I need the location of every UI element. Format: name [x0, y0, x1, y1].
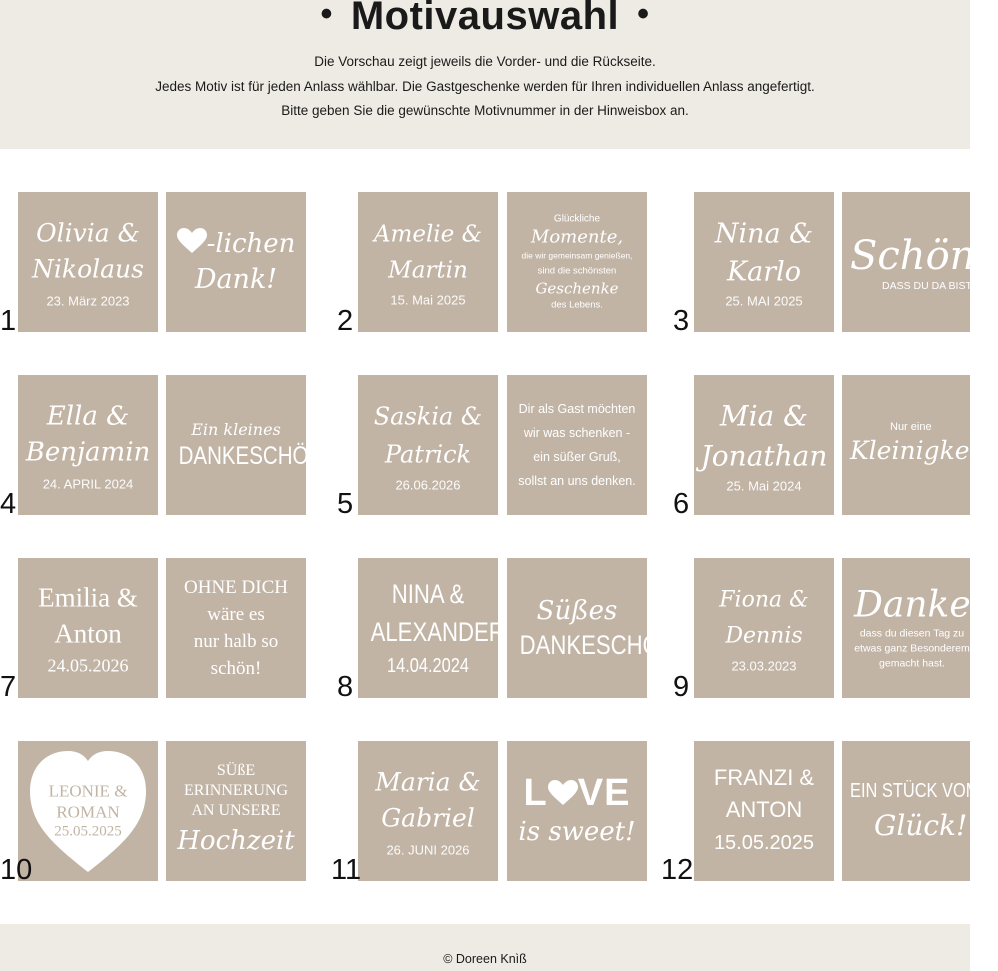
motif-3-back[interactable]: Schön, DASS DU DA BIST	[842, 192, 970, 332]
motif-7-back[interactable]: OHNE DICH wäre es nur halb so schön!	[166, 558, 306, 698]
motif-number-8: 8	[337, 671, 354, 703]
motif-12-front[interactable]: FRANZI & ANTON 15.05.2025	[694, 741, 834, 881]
motif-4-back[interactable]: Ein kleines DANKESCHÖN!	[166, 375, 306, 515]
motif-11-back[interactable]: L VE is sweet!	[507, 741, 647, 881]
motif-number-1: 1	[0, 305, 17, 337]
motif-2-front[interactable]: Amelie & Martin 15. Mai 2025	[358, 192, 498, 332]
motif-8-front[interactable]: NINA & ALEXANDER 14.04.2024	[358, 558, 498, 698]
heart-icon	[177, 228, 207, 254]
motif-number-10: 10	[0, 854, 33, 886]
motif-number-6: 6	[673, 488, 690, 520]
intro-line-1: Die Vorschau zeigt jeweils die Vorder- und die Rückseite.	[314, 54, 656, 69]
motif-number-12: 12	[661, 854, 694, 886]
page-title: • Motivauswahl •	[320, 0, 650, 38]
motif-4-front[interactable]: Ella & Benjamin 24. APRIL 2024	[18, 375, 158, 515]
motif-8-back[interactable]: Süßes DANKESCHÖN!	[507, 558, 647, 698]
motif-5-front[interactable]: Saskia & Patrick 26.06.2026	[358, 375, 498, 515]
motif-5-back[interactable]: Dir als Gast möchten wir was schenken - ein süßer Gruß, sollst an uns denken.	[507, 375, 647, 515]
intro-line-3: Bitte geben Sie die gewünschte Motivnummer in der Hinweisbox an.	[281, 103, 689, 118]
motif-3-front[interactable]: Nina & Karlo 25. MAI 2025	[694, 192, 834, 332]
motif-6-front[interactable]: Mia & Jonathan 25. Mai 2024	[694, 375, 834, 515]
motif-number-4: 4	[0, 488, 17, 520]
intro-line-2: Jedes Motiv ist für jeden Anlass wählbar. Die Gastgeschenke werden für Ihren individuellen Anlass angefertigt.	[155, 79, 815, 94]
motif-10-back[interactable]: SÜßE ERINNERUNG AN UNSERE Hochzeit	[166, 741, 306, 881]
motif-1-back[interactable]: -lichen Dank!	[166, 192, 306, 332]
heart-icon	[548, 779, 578, 807]
motif-2-back[interactable]: Glückliche Momente, die wir gemeinsam genießen, sind die schönsten Geschenke des Lebens.	[507, 192, 647, 332]
motif-9-back[interactable]: Danke, dass du diesen Tag zu etwas ganz Besonderem gemacht hast.	[842, 558, 970, 698]
motif-10-front[interactable]: LEONIE & ROMAN 25.05.2025	[18, 741, 158, 881]
motif-number-11: 11	[331, 854, 362, 886]
motif-9-front[interactable]: Fiona & Dennis 23.03.2023	[694, 558, 834, 698]
motif-number-2: 2	[337, 305, 354, 337]
motif-6-back[interactable]: Nur eine Kleinigkeit!	[842, 375, 970, 515]
motif-7-front[interactable]: Emilia & Anton 24.05.2026	[18, 558, 158, 698]
motif-11-front[interactable]: Maria & Gabriel 26. JUNI 2026	[358, 741, 498, 881]
motif-number-7: 7	[0, 671, 17, 703]
motif-12-back[interactable]: EIN STÜCK VOM Glück!	[842, 741, 970, 881]
motif-number-9: 9	[673, 671, 690, 703]
motif-1-front[interactable]: Olivia & Nikolaus 23. März 2023	[18, 192, 158, 332]
motif-number-3: 3	[673, 305, 690, 337]
copyright-text: © Doreen Knìß	[443, 952, 527, 966]
motif-number-5: 5	[337, 488, 354, 520]
